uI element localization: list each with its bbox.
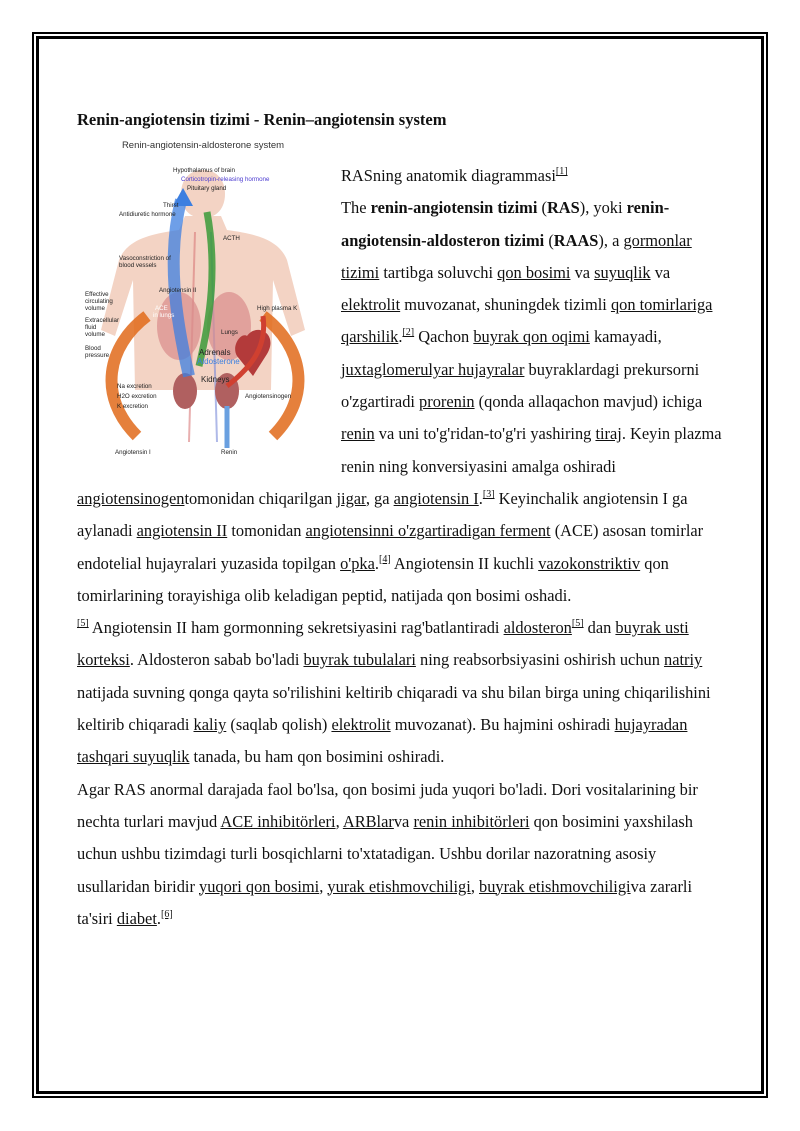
figure-caption: RASning anatomik diagrammasi <box>341 166 556 185</box>
label-volume: volume <box>85 305 105 312</box>
label-ang1: Angiotensin I <box>115 449 151 456</box>
diagram-title: Renin-angiotensin-aldosterone system <box>121 140 285 151</box>
label-acth: ACTH <box>223 235 240 242</box>
link-natriy[interactable]: natriy <box>664 650 703 670</box>
link-buyrak-qon-oqimi[interactable]: buyrak qon oqimi <box>473 327 590 347</box>
link-suyuqlik[interactable]: suyuqlik <box>594 262 651 282</box>
link-prorenin[interactable]: prorenin <box>419 392 475 412</box>
label-crh: Corticotropin-releasing hormone <box>181 176 270 183</box>
label-kidneys: Kidneys <box>201 375 230 384</box>
link-qon-bosimi[interactable]: qon bosimi <box>497 262 571 282</box>
page-title: Renin-angiotensin tizimi - Renin–angiotensin system <box>77 110 447 129</box>
label-pressure: pressure <box>85 352 110 359</box>
label-adh: Antidiuretic hormone <box>119 211 176 218</box>
link-opka[interactable]: o'pka <box>340 553 375 573</box>
link-renin[interactable]: renin <box>341 424 375 444</box>
label-hypothalamus: Hypothalamus of brain <box>173 167 235 174</box>
link-buyrak-tubulalari[interactable]: buyrak tubulalari <box>303 650 416 670</box>
label-pituitary: Pituitary gland <box>187 185 227 192</box>
link-angiotensin-i[interactable]: angiotensin I <box>393 488 479 508</box>
ref-link[interactable]: [6] <box>161 908 173 920</box>
label-aldosterone: Aldosterone <box>197 357 240 366</box>
label-k: K excretion <box>117 403 148 410</box>
link-arblar[interactable]: ARBlar <box>342 811 394 831</box>
link-diabet[interactable]: diabet <box>116 908 157 928</box>
label-renin: Renin <box>221 449 238 456</box>
link-gormonlar-tizimi[interactable]: gormonlar tizimi <box>341 230 692 282</box>
raas-diagram <box>77 136 329 466</box>
label-fluid: fluid <box>85 324 97 331</box>
label-lungs: Lungs <box>221 329 238 336</box>
link-ace-inhibitorleri[interactable]: ACE inhibitörleri <box>220 811 336 831</box>
link-angiotensin-ii[interactable]: angiotensin II <box>136 521 228 541</box>
link-vazokonstriktiv[interactable]: vazokonstriktiv <box>538 553 641 573</box>
label-vaso: Vasoconstriction of <box>119 255 171 262</box>
label-angiotensinogen: Angiotensinogen <box>245 393 292 400</box>
link-yurak-etishmovchiligi[interactable]: yurak etishmovchiligi <box>327 876 471 896</box>
link-aldosteron[interactable]: aldosteron <box>503 618 572 638</box>
label-highk: High plasma K <box>257 305 298 312</box>
link-elektrolit-2[interactable]: elektrolit <box>331 715 391 735</box>
label-ang2: Angiotensin II <box>159 287 197 294</box>
link-buyrak-etishmovchiligi[interactable]: buyrak etishmovchiligi <box>479 876 631 896</box>
document-body <box>77 108 727 935</box>
link-elektrolit[interactable]: elektrolit <box>341 295 401 315</box>
paragraph-1: RASning anatomik diagrammasi[1] The renin-angiotensin tizimi (RAS), yoki renin-angiotensin-aldosteron tizimi (RAAS), a gormonlar tizimi tartibga soluvchi qon bosimi va suyuqlik va elektrolit muvozanat, shuningdek tizimli qon tomirlariga qarshilik.[2] Qachon buyrak qon oqimi kamayadi, juxtaglomerulyar hujayralar buyraklardagi prekursorni o'zgartiradi prorenin (qonda allaqachon mavjud) ichiga renin va uni to'g'ridan-to'g'ri yashiring tiraj. Keyin plazma renin ning konversiyasini amalga oshiradi angiotensinogentomonidan chiqarilgan jigar, ga angiotensin I.[3] Keyinchalik angiotensin I ga aylanadi angiotensin II tomonidan angiotensinni o'zgartiradigan ferment (ACE) asosan tomirlar endotelial hujayralari yuzasida topilgan o'pka.[4] Angiotensin II kuchli vazokonstriktiv qon tomirlarining torayishiga olib keladigan peptid, natijada qon bosimi oshadi. [5] Angiotensin II ham gormonning sekretsiyasini rag'batlantiradi aldosteron[5] dan buyrak usti korteksi. Aldosteron sabab bo'ladi buyrak tubulalari ning reabsorbsiyasini oshirish uchun natriy natijada suvning qonga qayta so'rilishini keltirib chiqaradi va shu bilan birga uning chiqarilishini keltirib chiqaradi kaliy (saqlab qolish) elektrolit muvozanat). Bu hajmini oshiradi hujayradan tashqari suyuqlik tanada, bu ham qon bosimini oshiradi. <box>77 166 722 767</box>
link-yuqori-qon-bosimi[interactable]: yuqori qon bosimi <box>199 876 320 896</box>
link-tiraj[interactable]: tiraj <box>595 424 622 444</box>
ref-link[interactable]: [5] <box>77 618 89 630</box>
ref-link[interactable]: [3] <box>482 488 495 500</box>
link-jigar[interactable]: jigar <box>336 488 366 508</box>
link-ace-ferment[interactable]: angiotensinni o'zgartiradigan ferment <box>305 521 551 541</box>
label-adrenals: Adrenals <box>199 348 231 357</box>
link-qon-tomirlariga-qarshilik[interactable]: qon tomirlariga qarshilik <box>341 295 713 347</box>
ref-link[interactable]: [1] <box>555 166 568 177</box>
label-extracellular: Extracellular <box>85 317 120 324</box>
label-na: Na excretion <box>117 383 152 390</box>
label-ace: ACE <box>155 305 168 312</box>
label-vaso2: blood vessels <box>119 262 157 269</box>
label-blood: Blood <box>85 345 101 352</box>
ref-link[interactable]: [2] <box>402 327 415 339</box>
link-renin-inhibitorleri[interactable]: renin inhibitörleri <box>413 811 530 831</box>
ref-link[interactable]: [4] <box>379 553 391 565</box>
label-thirst: Thirst <box>163 202 179 209</box>
ref-link[interactable]: [5] <box>571 618 584 630</box>
paragraph-2: Agar RAS anormal darajada faol bo'lsa, qon bosimi juda yuqori bo'ladi. Dori vositalarining bir nechta turlari mavjud ACE inhibitörleri, ARBlarva renin inhibitörleri qon bosimini yaxshilash uchun ushbu tizimdagi turli bosqichlarni to'xtatadigan. Ushbu dorilar nazoratning asosiy usullaridan biridir yuqori qon bosimi, yurak etishmovchiligi, buyrak etishmovchiligiva zararli ta'siri diabet.[6] <box>77 779 698 928</box>
label-effective: Effective <box>85 291 109 298</box>
label-circulating: circulating <box>85 298 113 305</box>
link-buyrak-usti-korteksi[interactable]: buyrak usti korteksi <box>77 618 689 670</box>
link-juxtaglomerulyar-hujayralar[interactable]: juxtaglomerulyar hujayralar <box>341 359 525 379</box>
link-angiotensinogen[interactable]: angiotensinogen <box>77 488 185 508</box>
link-hujayradan-tashqari-suyuqlik[interactable]: hujayradan tashqari suyuqlik <box>77 715 688 767</box>
link-kaliy[interactable]: kaliy <box>193 715 227 735</box>
label-inlungs: in lungs <box>153 312 175 319</box>
label-volume2: volume <box>85 331 105 338</box>
label-h2o: H2O excretion <box>117 393 157 400</box>
